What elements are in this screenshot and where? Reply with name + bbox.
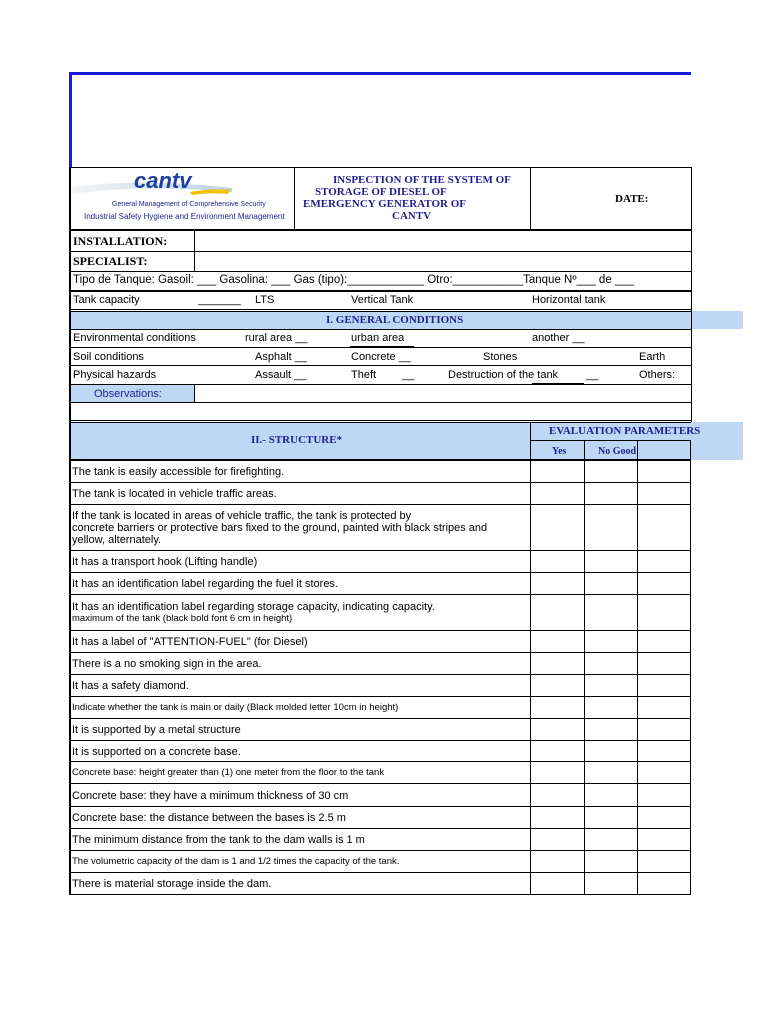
evaluation-cell-yes[interactable] xyxy=(531,719,584,740)
structure-row-text xyxy=(72,601,527,625)
structure-row-line: Concrete base: the distance between the bases is 2.5 m xyxy=(72,812,346,824)
structure-row-text xyxy=(72,812,527,824)
row-line xyxy=(69,365,691,366)
structure-row-line: It has a transport hook (Lifting handle) xyxy=(72,556,258,568)
row-line xyxy=(69,309,691,310)
structure-row-line: Indicate whether the tank is main or daily (Black molded letter 10cm in height) xyxy=(72,702,399,713)
org-line-2: Industrial Safety Hygiene and Environment Management xyxy=(84,212,285,221)
structure-row-line: The tank is easily accessible for firefighting. xyxy=(72,466,285,478)
evaluation-cell-extra[interactable] xyxy=(638,551,690,572)
evaluation-cell-extra[interactable] xyxy=(638,784,690,806)
asphalt-option: Asphalt __ xyxy=(255,351,307,363)
evaluation-cell-extra[interactable] xyxy=(638,719,690,740)
evaluation-cell-yes[interactable] xyxy=(531,595,584,630)
evaluation-cell-no-good[interactable] xyxy=(585,829,637,850)
logo-wordmark: cantv xyxy=(134,168,192,193)
org-line-1: General Management of Comprehensive Security xyxy=(112,201,266,208)
title-line-4: CANTV xyxy=(392,210,432,222)
evaluation-parameters-title: EVALUATION PARAMETERS xyxy=(549,425,701,437)
capacity-label: Tank capacity xyxy=(73,294,140,306)
structure-row-line: It has an identification label regarding the fuel it stores. xyxy=(72,578,338,590)
structure-row-line: It has a label of "ATTENTION-FUEL" (for Diesel) xyxy=(72,636,308,648)
row-line xyxy=(69,291,691,292)
urban-area-option: urban area xyxy=(351,332,405,344)
structure-row-line: Concrete base: they have a minimum thickness of 30 cm xyxy=(72,789,349,802)
evaluation-cell-no-good[interactable] xyxy=(585,697,637,718)
evaluation-cell-no-good[interactable] xyxy=(585,807,637,828)
evaluation-cell-extra[interactable] xyxy=(638,807,690,828)
column-line xyxy=(690,440,691,894)
evaluation-cell-yes[interactable] xyxy=(531,697,584,718)
evaluation-cell-no-good[interactable] xyxy=(585,741,637,761)
header-divider-2 xyxy=(530,167,531,229)
installation-label: INSTALLATION: xyxy=(73,234,168,248)
structure-row-text xyxy=(72,878,527,890)
evaluation-cell-no-good[interactable] xyxy=(585,595,637,630)
evaluation-cell-yes[interactable] xyxy=(531,675,584,696)
structure-row-text xyxy=(72,510,527,546)
destruction-option: Destruction of the tank xyxy=(448,369,559,381)
another-option: another __ xyxy=(532,332,585,344)
env-conditions-label: Environmental conditions xyxy=(73,332,196,344)
structure-row-line: It has a safety diamond. xyxy=(72,680,189,692)
evaluation-cell-extra[interactable] xyxy=(638,505,690,550)
evaluation-cell-yes[interactable] xyxy=(531,873,584,894)
physical-hazards-label: Physical hazards xyxy=(73,369,157,381)
evaluation-cell-yes[interactable] xyxy=(531,784,584,806)
structure-row-text xyxy=(72,680,527,692)
theft-option: Theft xyxy=(351,369,377,381)
evaluation-cell-extra[interactable] xyxy=(638,573,690,594)
concrete-option: Concrete __ xyxy=(351,351,411,363)
evaluation-cell-yes[interactable] xyxy=(531,573,584,594)
structure-row-line: There is a no smoking sign in the area. xyxy=(72,658,262,670)
structure-row-text xyxy=(72,767,527,779)
title-line-3: EMERGENCY GENERATOR OF xyxy=(303,198,466,210)
evaluation-cell-no-good[interactable] xyxy=(585,483,637,504)
evaluation-cell-yes[interactable] xyxy=(531,461,584,482)
evaluation-cell-extra[interactable] xyxy=(638,631,690,652)
general-conditions-title: I. GENERAL CONDITIONS xyxy=(326,314,464,326)
structure-row-line: Concrete base: height greater than (1) one meter from the floor to the tank xyxy=(72,767,385,778)
capacity-blank: _______ xyxy=(198,294,241,306)
evaluation-cell-extra[interactable] xyxy=(638,595,690,630)
structure-row-line: maximum of the tank (black bold font 6 cm in height) xyxy=(72,613,293,624)
column-line xyxy=(691,167,692,422)
evaluation-cell-no-good[interactable] xyxy=(585,505,637,550)
evaluation-cell-yes[interactable] xyxy=(531,551,584,572)
destruction-blank: __ xyxy=(586,369,599,381)
structure-row-line: It has an identification label regarding storage capacity, indicating capacity. xyxy=(72,601,435,613)
structure-row-line: It is supported by a metal structure xyxy=(72,724,241,736)
evaluation-cell-no-good[interactable] xyxy=(585,784,637,806)
evaluation-cell-yes[interactable] xyxy=(531,762,584,783)
row-line xyxy=(69,311,691,312)
evaluation-cell-no-good[interactable] xyxy=(585,873,637,894)
structure-row-line: If the tank is located in areas of vehicle traffic, the tank is protected by xyxy=(72,510,412,522)
row-line xyxy=(69,251,691,252)
structure-row-line: The tank is located in vehicle traffic areas. xyxy=(72,488,277,500)
left-border-blue xyxy=(69,72,72,168)
evaluation-cell-no-good[interactable] xyxy=(585,675,637,696)
evaluation-cell-extra[interactable] xyxy=(638,653,690,674)
structure-row-text xyxy=(72,790,527,802)
structure-row-line: There is material storage inside the dam. xyxy=(72,878,272,890)
evaluation-cell-extra[interactable] xyxy=(638,829,690,850)
row-line xyxy=(69,894,691,895)
structure-row-text xyxy=(72,856,527,868)
evaluation-cell-yes[interactable] xyxy=(531,807,584,828)
theft-blank: __ xyxy=(402,369,415,381)
structure-row-line: The minimum distance from the tank to the dam walls is 1 m xyxy=(72,834,365,846)
evaluation-cell-extra[interactable] xyxy=(638,675,690,696)
evaluation-cell-extra[interactable] xyxy=(638,851,690,872)
evaluation-cell-yes[interactable] xyxy=(531,829,584,850)
structure-row-text xyxy=(72,578,527,590)
evaluation-cell-extra[interactable] xyxy=(638,697,690,718)
row-line xyxy=(69,230,691,231)
no-good-column-header: No Good xyxy=(598,446,637,457)
evaluation-cell-extra[interactable] xyxy=(638,483,690,504)
evaluation-cell-no-good[interactable] xyxy=(585,461,637,482)
obs-divider xyxy=(194,384,195,403)
evaluation-cell-yes[interactable] xyxy=(531,505,584,550)
structure-row-line: concrete barriers or protective bars fixed to the ground, painted with black stripes and xyxy=(72,522,488,534)
rural-area-option: rural area __ xyxy=(245,332,308,344)
structure-row-text xyxy=(72,724,527,736)
evaluation-cell-no-good[interactable] xyxy=(585,719,637,740)
others-option: Others: xyxy=(639,369,676,381)
row-line xyxy=(530,440,691,441)
structure-row-text xyxy=(72,488,527,500)
row-line xyxy=(69,422,691,423)
date-label: DATE: xyxy=(615,193,649,205)
structure-row-text xyxy=(72,636,527,648)
evaluation-cell-no-good[interactable] xyxy=(585,631,637,652)
title-line-1: INSPECTION OF THE SYSTEM OF xyxy=(333,174,511,186)
row-line xyxy=(69,459,691,460)
row-line xyxy=(69,347,691,348)
left-border-black xyxy=(69,168,71,894)
tank-type-line: Tipo de Tanque: Gasoil: ___ Gasolina: ___ Gas (tipo):____________ Otro:___________Tanque Nº___ de ___ xyxy=(73,274,635,286)
lts-label: LTS xyxy=(255,294,275,306)
evaluation-cell-yes[interactable] xyxy=(531,851,584,872)
structure-row-text xyxy=(72,834,527,846)
evaluation-cell-yes[interactable] xyxy=(531,741,584,761)
horizontal-tank-label: Horizontal tank xyxy=(532,294,606,306)
row-line xyxy=(69,420,691,421)
evaluation-cell-no-good[interactable] xyxy=(585,653,637,674)
evaluation-cell-extra[interactable] xyxy=(638,762,690,783)
structure-row-text xyxy=(72,702,527,714)
structure-row-line: The volumetric capacity of the dam is 1 and 1/2 times the capacity of the tank. xyxy=(72,856,400,867)
row-line xyxy=(69,271,691,272)
evaluation-cell-no-good[interactable] xyxy=(585,851,637,872)
evaluation-cell-extra[interactable] xyxy=(638,741,690,761)
structure-row-text xyxy=(72,466,527,478)
structure-row-line: yellow, alternately. xyxy=(72,534,162,546)
evaluation-cell-yes[interactable] xyxy=(531,653,584,674)
row-line xyxy=(69,402,691,403)
structure-row-text xyxy=(72,746,527,758)
evaluation-cell-yes[interactable] xyxy=(531,483,584,504)
row-line xyxy=(69,329,691,330)
top-border xyxy=(69,72,691,75)
structure-row-line: It is supported on a concrete base. xyxy=(72,745,241,758)
soil-conditions-label: Soil conditions xyxy=(73,351,144,363)
evaluation-cell-extra[interactable] xyxy=(638,461,690,482)
assault-option: Assault __ xyxy=(255,369,307,381)
structure-row-text xyxy=(72,556,527,568)
yes-column-header: Yes xyxy=(552,446,567,457)
title-line-2: STORAGE OF DIESEL OF xyxy=(315,186,447,198)
vertical-tank-label: Vertical Tank xyxy=(351,294,414,306)
evaluation-cell-extra[interactable] xyxy=(638,873,690,894)
stones-option: Stones xyxy=(483,351,518,363)
logo xyxy=(72,170,294,228)
evaluation-cell-no-good[interactable] xyxy=(585,573,637,594)
structure-row-text xyxy=(72,658,527,670)
evaluation-cell-no-good[interactable] xyxy=(585,762,637,783)
earth-option: Earth xyxy=(639,351,666,363)
evaluation-cell-yes[interactable] xyxy=(531,631,584,652)
specialist-label: SPECIALIST: xyxy=(73,254,148,268)
form-title xyxy=(295,174,530,222)
evaluation-cell-no-good[interactable] xyxy=(585,551,637,572)
observations-label: Observations: xyxy=(94,388,162,400)
structure-title: II.- STRUCTURE* xyxy=(251,434,343,446)
